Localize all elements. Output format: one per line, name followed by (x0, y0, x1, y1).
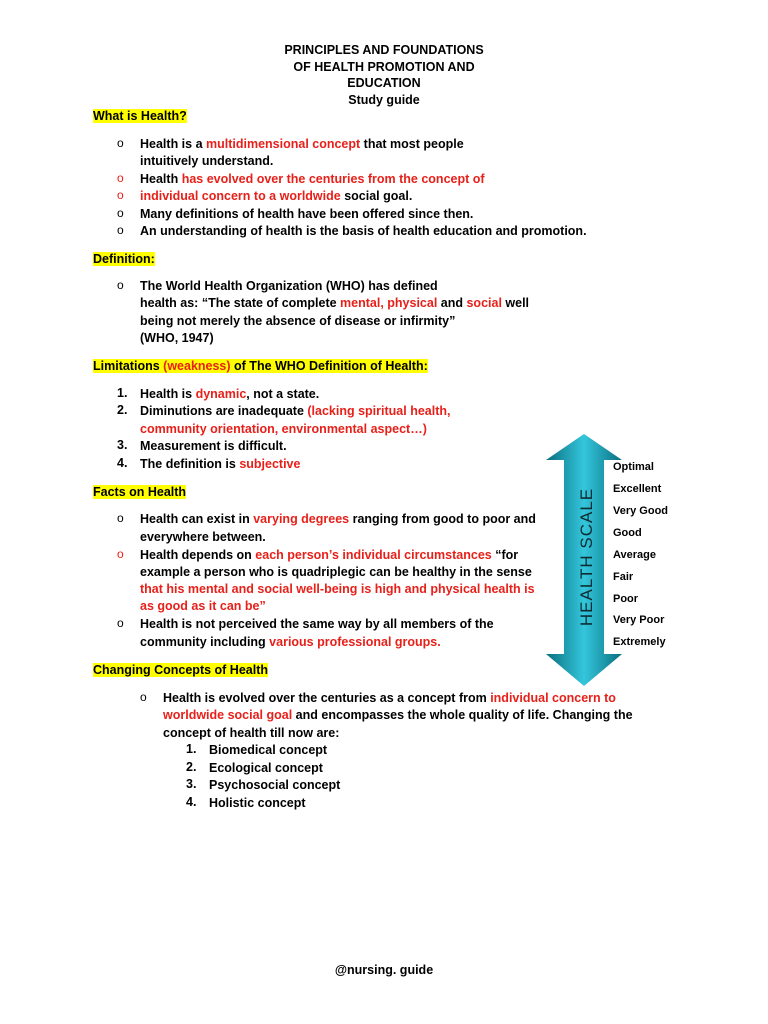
doc-title-line-2: OF HEALTH PROMOTION AND (293, 60, 475, 74)
heading-definition: Definition: (93, 252, 155, 266)
fact-bullet-1: Health can exist in varying degrees ranging from good to poor and (140, 512, 536, 526)
bullet-marker: o (117, 511, 124, 525)
scale-level-very-good: Very Good (613, 505, 669, 517)
fact-bullet-2-cont: as good as it can be” (140, 599, 266, 613)
definition-line-1: The World Health Organization (WHO) has defined (140, 279, 438, 293)
health-scale-axis-label: HEALTH SCALE (577, 487, 596, 627)
footer-credit: @nursing. guide (334, 963, 434, 977)
list-number: 3. (186, 777, 197, 791)
scale-level-good: Good (613, 527, 642, 539)
concept-item-psychosocial: Psychosocial concept (209, 778, 341, 792)
concept-item-holistic: Holistic concept (209, 796, 306, 810)
changing-line-3: concept of health till now are: (163, 726, 340, 740)
health-bullet-1: Health is a multidimensional concept that most people (140, 137, 464, 151)
bullet-marker: o (117, 547, 124, 561)
fact-bullet-2-cont: that his mental and social well-being is high and physical health is (140, 582, 535, 596)
scale-level-optimal: Optimal (613, 461, 654, 473)
list-number: 4. (186, 795, 197, 809)
bullet-marker: o (117, 616, 124, 630)
fact-bullet-3-cont: community including various professional groups. (140, 635, 441, 649)
health-bullet-2-cont: individual concern to a worldwide social goal. (140, 189, 413, 203)
fact-bullet-1-cont: everywhere between. (140, 530, 266, 544)
bullet-marker: o (117, 206, 124, 220)
doc-title-line-3: EDUCATION (347, 76, 421, 90)
list-number: 1. (117, 386, 128, 400)
bullet-marker: o (117, 171, 124, 185)
scale-level-extremely: Extremely (613, 636, 666, 648)
heading-changing-concepts: Changing Concepts of Health (93, 663, 268, 677)
scale-level-very-poor: Very Poor (613, 614, 665, 626)
health-bullet-2: Health has evolved over the centuries from the concept of (140, 172, 485, 186)
bullet-marker: o (117, 223, 124, 237)
limitation-item-4: The definition is subjective (140, 457, 301, 471)
changing-line-1: Health is evolved over the centuries as a concept from individual concern to (163, 691, 616, 705)
concept-item-ecological: Ecological concept (209, 761, 323, 775)
bullet-marker: o (140, 690, 147, 704)
fact-bullet-2-cont: example a person who is quadriplegic can be healthy in the sense (140, 565, 532, 579)
list-number: 3. (117, 438, 128, 452)
health-bullet-3: Many definitions of health have been offered since then. (140, 207, 474, 221)
bullet-marker: o (117, 278, 124, 292)
list-number: 1. (186, 742, 197, 756)
fact-bullet-3: Health is not perceived the same way by all members of the (140, 617, 494, 631)
changing-line-2: worldwide social goal and encompasses the whole quality of life. Changing the (163, 708, 633, 722)
doc-title-line-1: PRINCIPLES AND FOUNDATIONS (284, 43, 484, 57)
heading-what-is-health: What is Health? (93, 109, 187, 123)
heading-facts-on-health: Facts on Health (93, 485, 187, 499)
scale-level-fair: Fair (613, 571, 634, 583)
concept-item-biomedical: Biomedical concept (209, 743, 328, 757)
list-number: 2. (117, 403, 128, 417)
heading-limitations: Limitations (weakness) of The WHO Definition of Health: (93, 359, 428, 373)
list-number: 4. (117, 456, 128, 470)
doc-subtitle: Study guide (348, 93, 420, 107)
health-bullet-4: An understanding of health is the basis of health education and promotion. (140, 224, 587, 238)
scale-level-poor: Poor (613, 593, 639, 605)
limitation-item-2-cont: community orientation, environmental aspect…) (140, 422, 427, 436)
definition-line-2: health as: “The state of complete mental, physical and social well (140, 296, 530, 310)
limitation-item-2: Diminutions are inadequate (lacking spiritual health, (140, 404, 451, 418)
definition-line-3: being not merely the absence of disease or infirmity” (140, 314, 456, 328)
bullet-marker: o (117, 188, 124, 202)
scale-level-excellent: Excellent (613, 483, 662, 495)
limitation-item-3: Measurement is difficult. (140, 439, 287, 453)
health-bullet-1-cont: intuitively understand. (140, 154, 274, 168)
fact-bullet-2: Health depends on each person’s individual circumstances “for (140, 548, 519, 562)
list-number: 2. (186, 760, 197, 774)
definition-citation: (WHO, 1947) (140, 331, 214, 345)
scale-level-average: Average (613, 549, 657, 561)
bullet-marker: o (117, 136, 124, 150)
limitation-item-1: Health is dynamic, not a state. (140, 387, 320, 401)
